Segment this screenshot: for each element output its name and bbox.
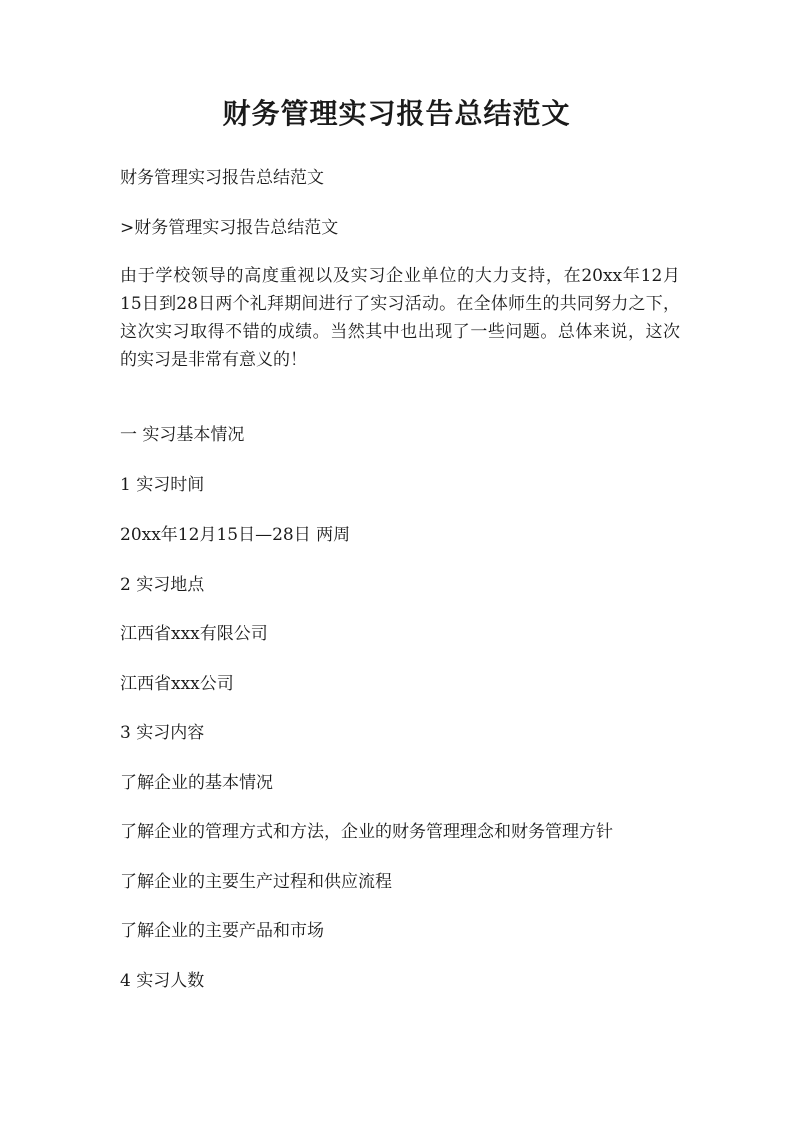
section-item-headcount-heading: 4 实习人数 [120,971,205,991]
section-item-location-1: 江西省xxx有限公司 [120,624,268,644]
document-title: 财务管理实习报告总结范文 [222,97,571,130]
section-item-content-2: 了解企业的管理方式和方法，企业的财务管理理念和财务管理方针 [120,822,613,842]
section-item-time-value: 20xx年12月15日—28日 两周 [120,525,351,545]
section-item-content-3: 了解企业的主要生产过程和供应流程 [120,872,392,892]
subtitle-line: 财务管理实习报告总结范文 [120,168,324,188]
intro-paragraph: 由于学校领导的高度重视以及实习企业单位的大力支持，在20xx年12月15日到28日两个礼拜期间进行了实习活动。在全体师生的共同努力之下，这次实习取得不错的成绩。当然其中也出现了一些问题。总体来说，这次的实习是非常有意义的！ [120,266,680,370]
section-item-location-heading: 2 实习地点 [120,575,205,595]
section-item-content-4: 了解企业的主要产品和市场 [120,921,324,941]
section-item-time-heading: 1 实习时间 [120,475,205,495]
section-item-content-1: 了解企业的基本情况 [120,773,273,793]
section-item-content-heading: 3 实习内容 [120,723,205,743]
section-heading-basic-info: 一 实习基本情况 [120,425,245,445]
section-item-location-2: 江西省xxx公司 [120,674,234,694]
subtitle-link-line: >财务管理实习报告总结范文 [120,218,339,238]
